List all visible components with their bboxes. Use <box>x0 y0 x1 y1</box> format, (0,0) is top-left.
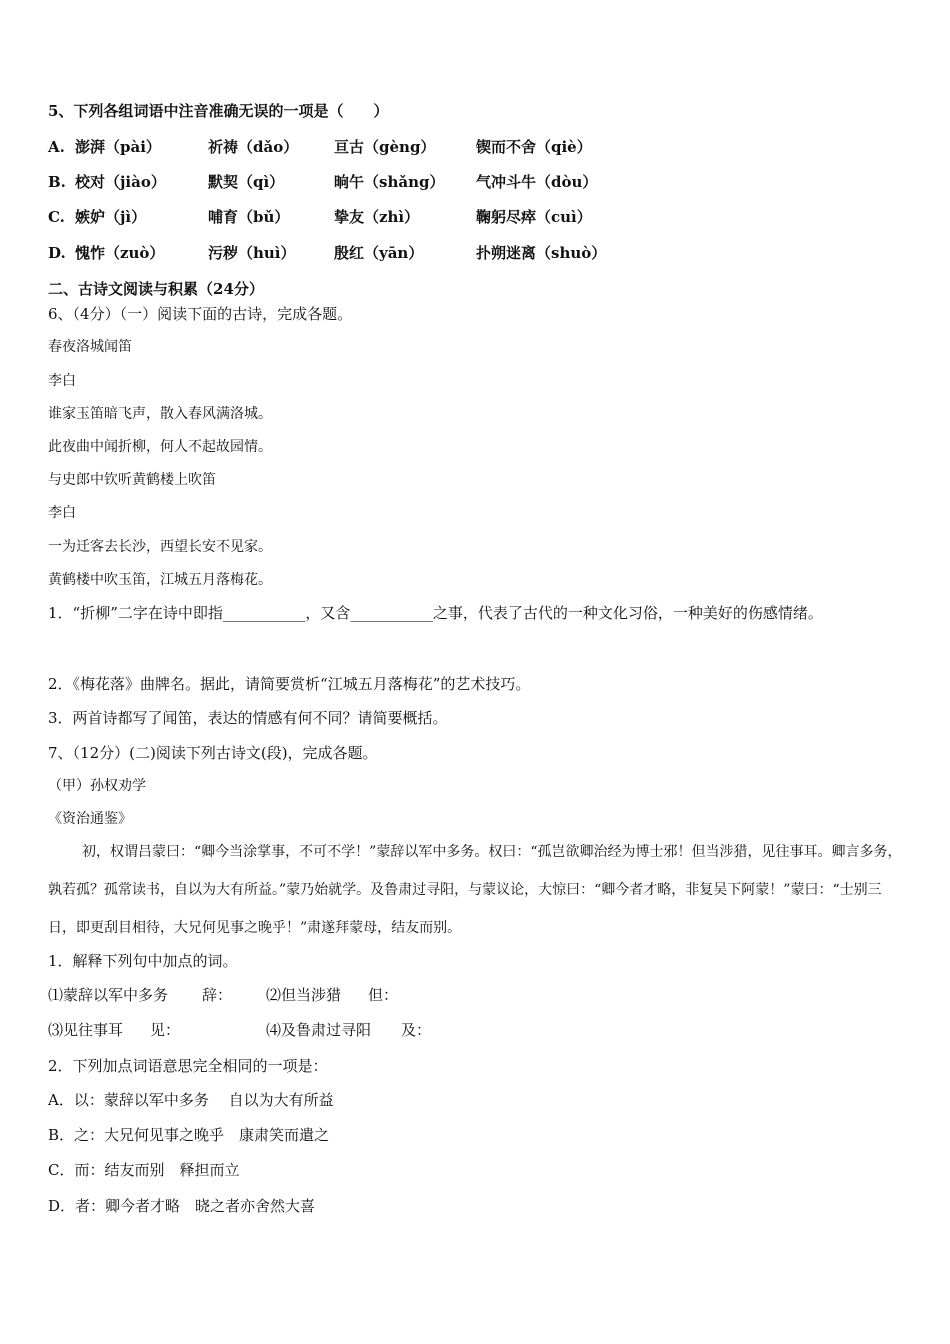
q7-sub2: 2．下列加点词语意思完全相同的一项是： <box>48 1057 328 1075</box>
poem2-title: 与史郎中钦听黄鹤楼上吹笛 <box>48 472 216 488</box>
text-source: 《资治通鉴》 <box>48 811 132 827</box>
choice-d: D．者：卿今者才略 晓之者亦舍然大喜 <box>48 1197 316 1215</box>
blank-sentence: ⑶见往事耳 <box>48 1021 124 1039</box>
option-letter: B. <box>48 173 66 191</box>
q7-stem: 7、（12分）(二)阅读下列古诗文(段)，完成各题。 <box>48 744 378 762</box>
option-item: 鞠躬尽瘁（cuì） <box>476 208 592 226</box>
option-item: 亘古（gèng） <box>334 138 436 156</box>
blank-word: 及： <box>401 1021 432 1039</box>
option-item: 哺育（bǔ） <box>208 208 290 226</box>
option-letter: D. <box>48 244 66 262</box>
poem2-line: 黄鹤楼中吹玉笛，江城五月落梅花。 <box>48 572 272 588</box>
q6-sub2: 2．《梅花落》曲牌名。据此，请简要赏析“江城五月落梅花”的艺术技巧。 <box>48 675 531 693</box>
option-item: 锲而不舍（qiè） <box>476 138 592 156</box>
q6-sub1: 1．“折柳”二字在诗中即指___________，又含___________之事，代表了古代的一种文化习俗，一种美好的伤感情绪。 <box>48 604 823 622</box>
option-item: 殷红（yān） <box>334 244 424 262</box>
choice-a: A．以：蒙辞以军中多务 自以为大有所益 <box>48 1091 334 1109</box>
option-item: 澎湃（pài） <box>75 138 161 156</box>
option-item: 愧怍（zuò） <box>75 244 165 262</box>
blank-word: 辞： <box>202 986 233 1004</box>
blank-sentence: ⑵但当涉猎 <box>266 986 342 1004</box>
poem1-title: 春夜洛城闻笛 <box>48 339 132 355</box>
text-title: （甲）孙权劝学 <box>48 778 146 794</box>
section-title: 二、古诗文阅读与积累（24分） <box>48 280 264 298</box>
blank-word: 但： <box>368 986 399 1004</box>
q6-stem: 6、（4分）（一）阅读下面的古诗，完成各题。 <box>48 305 353 323</box>
poem2-author: 李白 <box>48 505 76 521</box>
q5-stem: 5、下列各组词语中注音准确无误的一项是（ ） <box>48 102 389 120</box>
option-item: 污秽（huì） <box>208 244 296 262</box>
blank-word: 见： <box>150 1021 181 1039</box>
choice-c: C．而：结友而别 释担而立 <box>48 1161 240 1179</box>
passage-text: 初，权谓吕蒙曰：“卿今当涂掌事，不可不学！”蒙辞以军中多务。权曰：“孤岂欲卿治经为博士邪！但当涉猎，见往事耳。卿言多务，孰若孤？孤常读书，自以为大有所益。”蒙乃始就学。及鲁肃过寻阳，与蒙议论，大惊曰：“卿今者才略，非复吴下阿蒙！”蒙曰：“士别三日，即更刮目相待，大兄何见事之晚乎！”肃遂拜蒙母，结友而别。 <box>48 844 902 936</box>
poem1-line: 谁家玉笛暗飞声，散入春风满洛城。 <box>48 406 272 422</box>
blank-sentence: ⑴蒙辞以军中多务 <box>48 986 169 1004</box>
option-item: 祈祷（dǎo） <box>208 138 299 156</box>
q6-sub3: 3．两首诗都写了闻笛，表达的情感有何不同？请简要概括。 <box>48 709 448 727</box>
option-letter: C. <box>48 208 65 226</box>
classical-passage <box>48 833 908 947</box>
option-item: 挚友（zhì） <box>334 208 420 226</box>
option-item: 晌午（shǎng） <box>334 173 445 191</box>
choice-b: B．之：大兄何见事之晚乎 康肃笑而遣之 <box>48 1126 330 1144</box>
poem2-line: 一为迁客去长沙，西望长安不见家。 <box>48 539 272 555</box>
option-item: 扑朔迷离（shuò） <box>476 244 607 262</box>
option-item: 校对（jiào） <box>75 173 166 191</box>
poem1-author: 李白 <box>48 373 76 389</box>
option-item: 嫉妒（jì） <box>75 208 147 226</box>
blank-sentence: ⑷及鲁肃过寻阳 <box>266 1021 372 1039</box>
q7-sub1: 1．解释下列句中加点的词。 <box>48 952 238 970</box>
option-item: 气冲斗牛（dòu） <box>476 173 598 191</box>
poem1-line: 此夜曲中闻折柳，何人不起故园情。 <box>48 439 272 455</box>
option-item: 默契（qì） <box>208 173 285 191</box>
option-letter: A. <box>48 138 65 156</box>
